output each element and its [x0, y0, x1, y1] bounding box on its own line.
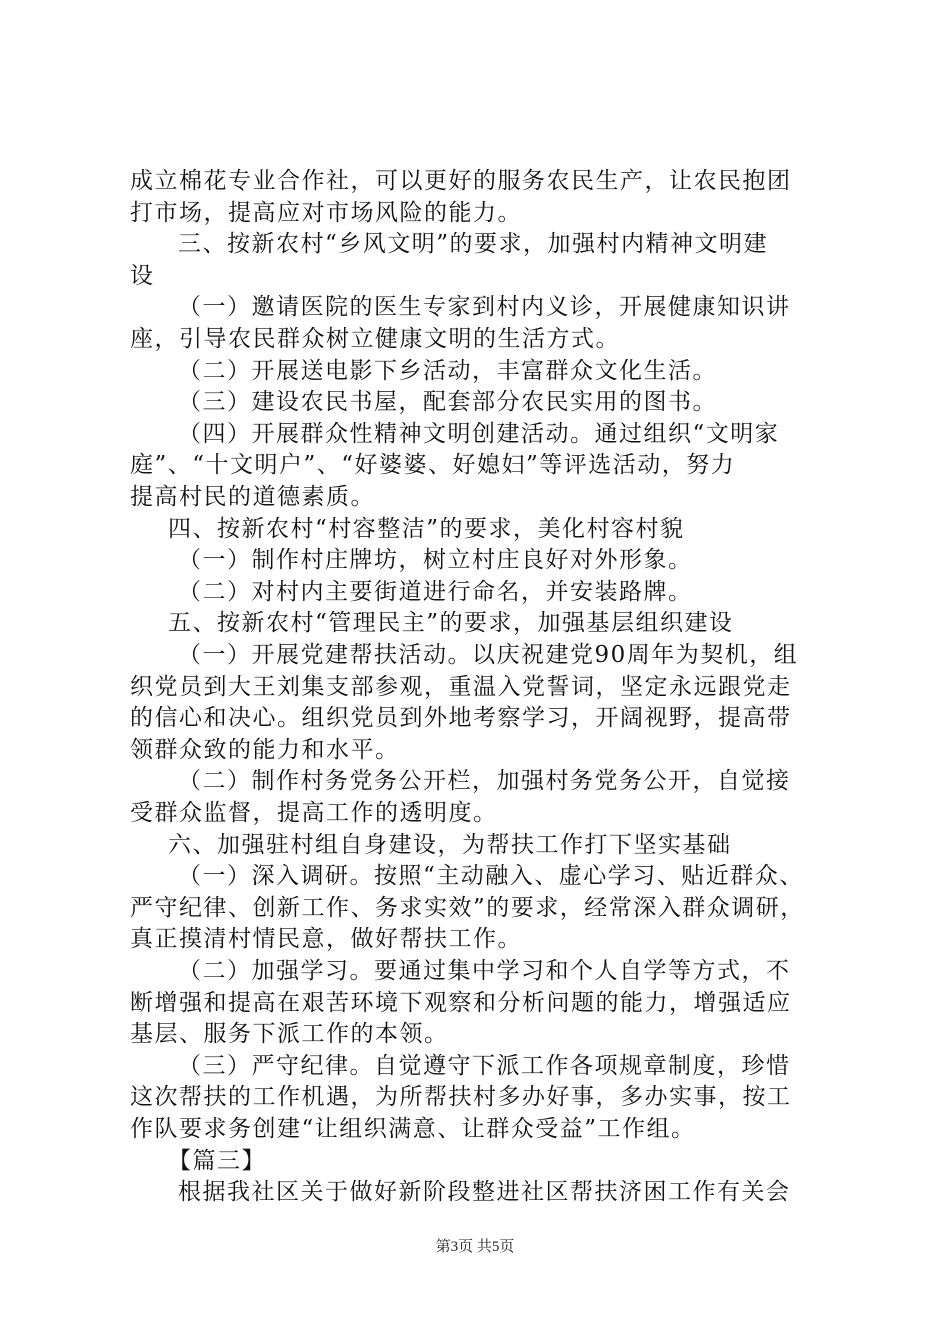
text-line: 根据我社区关于做好新阶段整进社区帮扶济困工作有关会 — [178, 1179, 791, 1205]
text-line: 真正摸清村情民意，做好帮扶工作。 — [130, 926, 522, 952]
text-line: 这次帮扶的工作机遇，为所帮扶村多办好事，多办实事，按工 — [130, 1084, 792, 1110]
text-line: 【篇三】 — [168, 1148, 266, 1174]
text-line: （二）开展送电影下乡活动，丰富群众文化生活。 — [178, 358, 717, 384]
text-line: （三）建设农民书屋，配套部分农民实用的图书。 — [178, 389, 717, 415]
text-line: 织党员到大王刘集支部参观，重温入党誓词，坚定永远跟党走 — [130, 674, 792, 700]
text-line: （二）加强学习。要通过集中学习和个人自学等方式，不 — [178, 958, 791, 984]
text-line: 四、按新农村“村容整洁”的要求，美化村容村貌 — [168, 516, 685, 542]
text-line: （四）开展群众性精神文明创建活动。通过组织“文明家 — [178, 421, 780, 447]
text-line: 三、按新农村“乡风文明”的要求，加强村内精神文明建 — [178, 231, 769, 257]
text-line: 作队要求务创建“让组织满意、让群众受益”工作组。 — [130, 1116, 696, 1142]
text-line: 成立棉花专业合作社，可以更好的服务农民生产，让农民抱团 — [130, 168, 792, 194]
text-line: 设 — [130, 263, 155, 289]
text-line: 打市场，提高应对市场风险的能力。 — [130, 200, 522, 226]
text-line: （二）对村内主要街道进行命名，并安装路牌。 — [178, 579, 693, 605]
text-line: 受群众监督，提高工作的透明度。 — [130, 800, 498, 826]
text-line: 的信心和决心。组织党员到外地考察学习，开阔视野，提高带 — [130, 705, 792, 731]
text-line: 严守纪律、创新工作、务求实效”的要求，经常深入群众调研， — [130, 895, 805, 921]
text-line: （一）开展党建帮扶活动。以庆祝建党90周年为契机，组 — [178, 642, 799, 668]
text-line: （一）邀请医院的医生专家到村内义诊，开展健康知识讲 — [178, 294, 791, 320]
text-line: （二）制作村务党务公开栏，加强村务党务公开，自觉接 — [178, 768, 791, 794]
text-line: 断增强和提高在艰苦环境下观察和分析问题的能力，增强适应 — [130, 990, 792, 1016]
page-footer: 第3页 共5页 — [435, 1239, 515, 1255]
text-line: 庭”、“十文明户”、“好婆婆、好媳妇”等评选活动，努力 — [130, 452, 736, 478]
text-line: 基层、服务下派工作的本领。 — [130, 1021, 449, 1047]
text-line: 提高村民的道德素质。 — [130, 484, 375, 510]
text-line: 五、按新农村“管理民主”的要求，加强基层组织建设 — [168, 610, 734, 636]
text-line: 六、加强驻村组自身建设，为帮扶工作打下坚实基础 — [168, 832, 732, 858]
text-line: （一）制作村庄牌坊，树立村庄良好对外形象。 — [178, 547, 693, 573]
text-line: （三）严守纪律。自觉遵守下派工作各项规章制度，珍惜 — [178, 1053, 791, 1079]
text-line: 领群众致的能力和水平。 — [130, 737, 400, 763]
text-line: 座，引导农民群众树立健康文明的生活方式。 — [130, 326, 620, 352]
text-line: （一）深入调研。按照“主动融入、虚心学习、贴近群众、 — [178, 863, 804, 889]
